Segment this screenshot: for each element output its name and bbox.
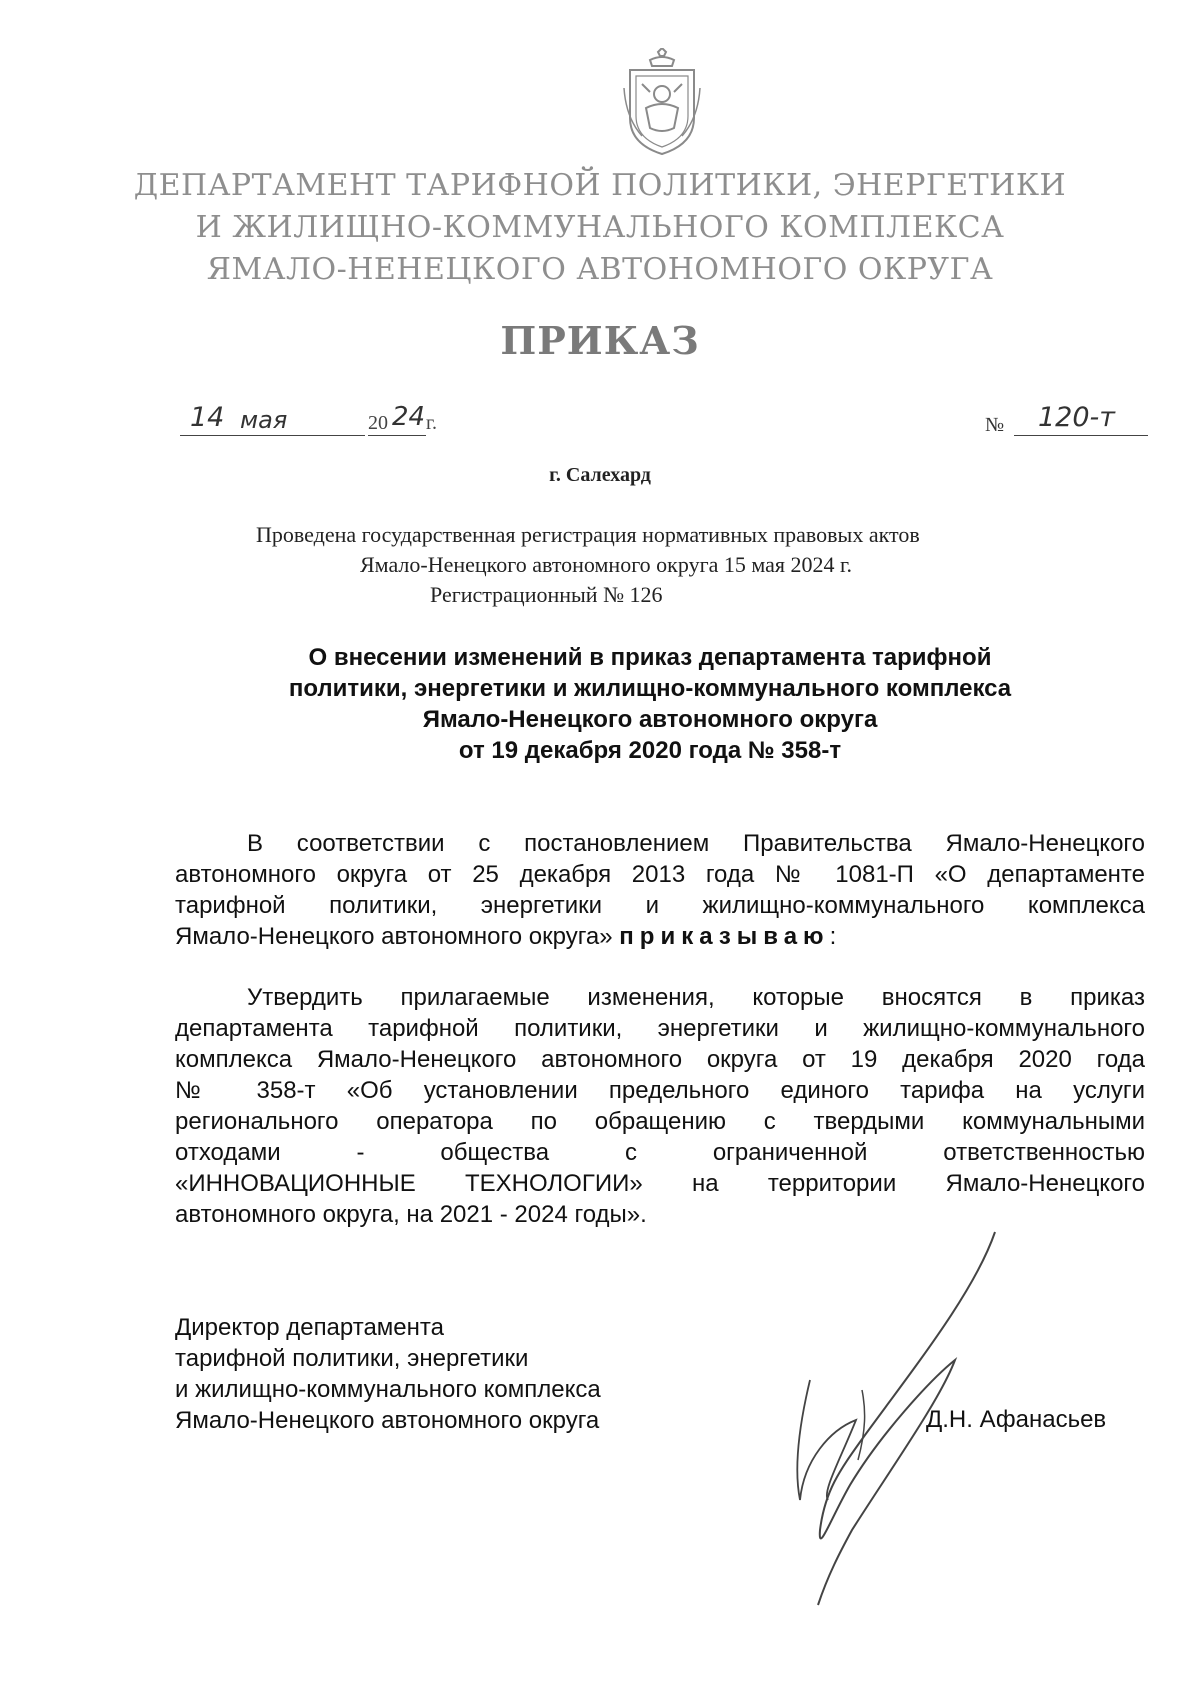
- signer-line-1: Директор департамента: [175, 1314, 444, 1341]
- p1-last-prefix: Ямало-Ненецкого автономного округа»: [175, 923, 620, 950]
- p1-line-4: [175, 921, 1145, 952]
- signer-line-3: и жилищно-коммунального комплекса: [175, 1376, 601, 1403]
- title-line-3: Ямало-Ненецкого автономного округа: [422, 706, 878, 733]
- signer-name: Д.Н. Афанасьев: [926, 1406, 1107, 1433]
- agency-line-2: И ЖИЛИЩНО-КОММУНАЛЬНОГО КОМПЛЕКСА: [195, 210, 1005, 245]
- p2-line-1: Утвердить прилагаемые изменения, которые вносятся в приказ: [247, 984, 1145, 1011]
- p2-line-4: № 358-т «Об установлении предельного единого тарифа на услуги: [175, 1077, 1145, 1104]
- order-verb: приказываю: [619, 923, 830, 950]
- p2-line-3: комплекса Ямало-Ненецкого автономного округа от 19 декабря 2020 года: [175, 1046, 1145, 1073]
- paragraph-approval: [175, 982, 1145, 1230]
- registration-line-3: Регистрационный № 126: [430, 582, 663, 607]
- title-line-4: от 19 декабря 2020 года № 358-т: [458, 737, 842, 764]
- number-value: 120-т: [1038, 402, 1116, 433]
- date-year-hand: 24: [392, 402, 426, 432]
- p1-last-suffix: :: [829, 923, 837, 950]
- agency-line-3: ЯМАЛО-НЕНЕЦКОГО АВТОНОМНОГО ОКРУГА: [206, 252, 994, 287]
- signer-position: [175, 1312, 601, 1436]
- p2-line-2: департамента тарифной политики, энергетики и жилищно-коммунального: [175, 1015, 1145, 1042]
- date-month: мая: [240, 406, 288, 434]
- signer-line-4: Ямало-Ненецкого автономного округа: [175, 1407, 600, 1434]
- date-year-suffix: г.: [426, 412, 437, 434]
- coat-of-arms-icon: [620, 48, 704, 156]
- date-number-line: [180, 402, 1180, 442]
- order-title: ПРИКАЗ: [500, 318, 700, 363]
- signer-line-2: тарифной политики, энергетики: [175, 1345, 529, 1372]
- date-day: 14: [190, 402, 225, 433]
- number-label: №: [985, 414, 1005, 436]
- p2-line-5: регионального оператора по обращению с твердыми коммунальными: [175, 1108, 1145, 1135]
- year-underline: [368, 435, 426, 436]
- title-line-2: политики, энергетики и жилищно-коммунального комплекса: [288, 675, 1012, 702]
- registration-line-2: Ямало-Ненецкого автономного округа 15 мая 2024 г.: [360, 552, 853, 577]
- date-year-prefix: 20: [368, 412, 388, 434]
- city: г. Салехард: [549, 464, 651, 486]
- p1-line-3: тарифной политики, энергетики и жилищно-коммунального комплекса: [175, 892, 1145, 919]
- p1-line-2: автономного округа от 25 декабря 2013 года № 1081-П «О департаменте: [175, 861, 1145, 888]
- paragraph-basis: [175, 828, 1145, 952]
- registration-line-1: Проведена государственная регистрация нормативных правовых актов: [256, 522, 920, 547]
- title-line-1: О внесении изменений в приказ департамента тарифной: [308, 644, 992, 671]
- document-title: [175, 642, 1125, 766]
- agency-name: [0, 165, 1200, 291]
- agency-line-1: ДЕПАРТАМЕНТ ТАРИФНОЙ ПОЛИТИКИ, ЭНЕРГЕТИКИ: [133, 168, 1067, 203]
- p2-line-6: отходами - общества с ограниченной ответственностью: [175, 1139, 1145, 1166]
- date-underline: [180, 435, 365, 436]
- number-underline: [1014, 435, 1148, 436]
- p2-line-8: автономного округа, на 2021 - 2024 годы».: [175, 1201, 647, 1228]
- p1-line-1: В соответствии с постановлением Правительства Ямало-Ненецкого: [247, 830, 1145, 857]
- p2-line-7: «ИННОВАЦИОННЫЕ ТЕХНОЛОГИИ» на территории Ямало-Ненецкого: [175, 1170, 1145, 1197]
